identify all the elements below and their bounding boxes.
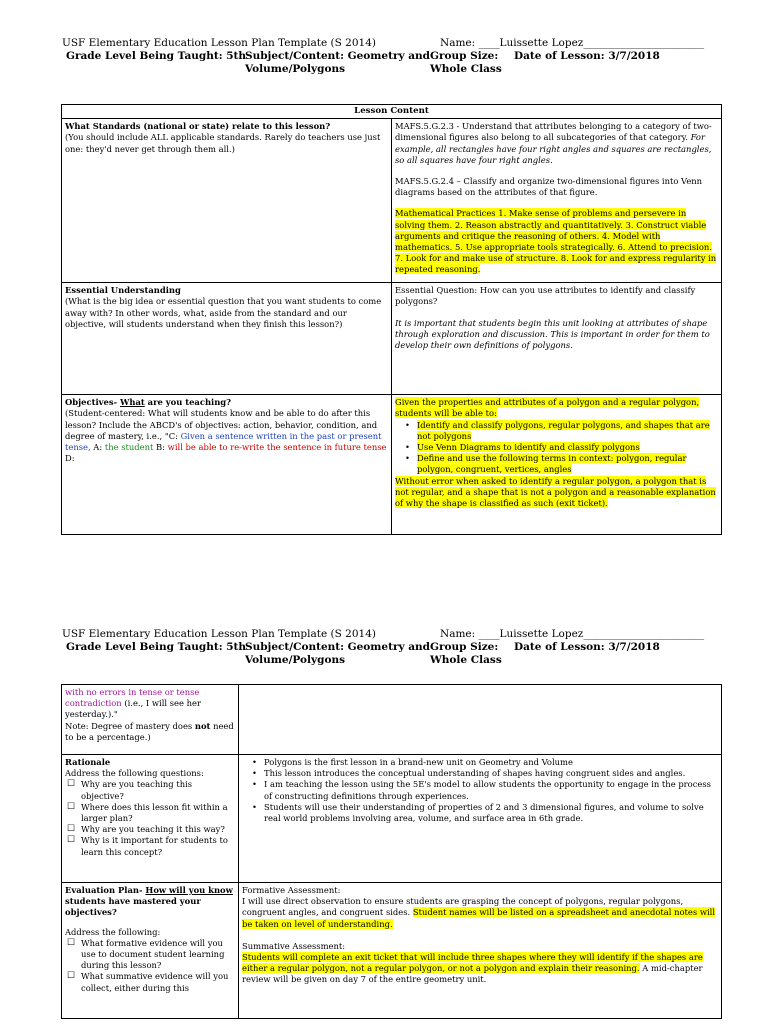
lesson-content-table-continued [61,684,722,1019]
essential-answer: Essential Question: How can you use attributes to identify and classify polygons? It is important that students begin this unit looking at attributes of shape through exploration and discussion. This is important in order for them to develop their own definitions of polygons. [392,283,722,395]
list-item: • Identify and classify polygons, regular polygons, and shapes that are not polygons [417,420,718,442]
lesson-content-table [61,104,722,535]
group-size: Group Size: Whole Class [430,50,502,75]
page-header [62,37,722,76]
list-item: • Polygons is the first lesson in a brand-new unit on Geometry and Volume [264,757,718,768]
essential-question-label: Essential Understanding (What is the big idea or essential question that you want students to come away with? In other words, what, aside from the standard and our objective, will students understand when they finish this lesson?) [62,283,392,395]
objectives-answer-cont [239,685,722,755]
list-item: ☐ Where does this lesson fit within a larger plan? [81,802,235,824]
list-item: • I am teaching the lesson using the 5E's model to allow students the opportunity to engage in the process of constructing definitions through experiences. [264,779,718,801]
objectives-question: Objectives- What are you teaching? (Student-centered: What will students know and be able to do after this lesson? Include the ABCD's of objectives: action, behavior, condition, and degree of mastery, i.e., "C: Given a sentence written in the past or present tense, A: the student B: will be able to re-write the sentence in future tense D: [62,395,392,535]
standards-question: What Standards (national or state) relate to this lesson? (You should include ALL applicable standards. Rarely do teachers use just one: they'd never get through them all.) [62,119,392,283]
table-row-objectives-cont [62,685,722,755]
list-item: ☐ What summative evidence will you collect, either during this [81,971,235,993]
template-title: USF Elementary Education Lesson Plan Template (S 2014) [62,628,376,640]
teacher-name: Name: ____Luissette Lopez_______________________ [440,37,705,49]
math-practices: Mathematical Practices 1. Make sense of problems and persevere in solving them. 2. Reason abstractly and quantitatively. 3. Construct viable arguments and critique the reasoning of others. 4. Model with mathematics. 5. Use appropriate tools strategically. 6. Attend to precision. 7. Look for and make use of structure. 8. Look for and express regularity in repeated reasoning. [395,208,717,275]
list-item: ☐ Why are you teaching it this way? [81,824,235,835]
table-row-objectives [62,395,722,535]
subject-content: Subject/Content: Geometry and Volume/Polygons [245,50,431,75]
table-row-standards [62,119,722,283]
group-size: Group Size: Whole Class [430,641,502,666]
teacher-name: Name: ____Luissette Lopez_______________________ [440,628,705,640]
table-row-essential [62,283,722,395]
list-item: ☐ What formative evidence will you use to document student learning during this lesson? [81,938,235,972]
table-title: Lesson Content [62,105,722,119]
rationale-answer [239,755,722,883]
page-2 [0,600,768,1024]
subject-content: Subject/Content: Geometry and Volume/Polygons [245,641,431,666]
rationale-question: Rationale Address the following questions: ☐ Why are you teaching this objective? ☐ Where does this lesson fit within a larger plan? ☐ Why are you teaching it this way? ☐ Why is it important for students to learn this concept? [62,755,239,883]
table-row-rationale [62,755,722,883]
evaluation-answer: Formative Assessment: I will use direct observation to ensure students are grasping the concept of polygons, regular polygons, congruent angles, and congruent sides. Student names will be listed on a spreadsheet and anecdotal notes will be taken on level of understanding. Summative Assessment: Students will complete an exit ticket that will include three shapes where they will identify if the shapes are either a regular polygon, not a regular polygon, or not a polygon and explain their reasoning. A mid-chapter review will be given on day 7 of the entire geometry unit. [239,883,722,1019]
list-item: • Define and use the following terms in context: polygon, regular polygon, congruent, vertices, angles [417,453,718,475]
list-item: ☐ Why are you teaching this objective? [81,779,235,801]
evaluation-question: Evaluation Plan- How will you know students have mastered your objectives? Address the following: ☐ What formative evidence will you use to document student learning during this lesson? ☐ What summative evidence will you collect, either during this [62,883,239,1019]
objectives-question-cont: with no errors in tense or tense contradiction (i.e., I will see her yesterday.)." Note: Degree of mastery does not need to be a percentage.) [62,685,239,755]
grade-level: Grade Level Being Taught: 5th [66,641,247,653]
lesson-date: Date of Lesson: 3/7/2018 [514,641,660,653]
table-row-evaluation [62,883,722,1019]
page-header [62,628,722,667]
lesson-date: Date of Lesson: 3/7/2018 [514,50,660,62]
list-item: ☐ Why is it important for students to learn this concept? [81,835,235,857]
list-item: • Students will use their understanding of properties of 2 and 3 dimensional figures, and volume to solve real world problems involving area, volume, and surface area in 6th grade. [264,802,718,824]
grade-level: Grade Level Being Taught: 5th [66,50,247,62]
list-item: • Use Venn Diagrams to identify and classify polygons [417,442,718,453]
objectives-answer: Given the properties and attributes of a polygon and a regular polygon, students will be able to: • Identify and classify polygons, regular polygons, and shapes that are not polygons • Use Venn Diagrams to identify and classify polygons • Define and use the following terms in context: polygon, regular polygon, congruent, vertices, angles Without error when asked to identify a regular polygon, a polygon that is not regular, and a shape that is not a polygon and a reasonable explanation of why the shape is classified as such (exit ticket). [392,395,722,535]
standards-answer: MAFS.5.G.2.3 - Understand that attributes belonging to a category of two-dimensional figures also belong to all subcategories of that category. For example, all rectangles have four right angles and squares are rectangles, so all squares have four right angles. MAFS.5.G.2.4 – Classify and organize two-dimensional figures into Venn diagrams based on the attributes of that figure. Mathematical Practices 1. Make sense of problems and persevere in solving them. 2. Reason abstractly and quantitatively. 3. Construct viable arguments and critique the reasoning of others. 4. Model with mathematics. 5. Use appropriate tools strategically. 6. Attend to precision. 7. Look for and make use of structure. 8. Look for and express regularity in repeated reasoning. [392,119,722,283]
list-item: • This lesson introduces the conceptual understanding of shapes having congruent sides and angles. [264,768,718,779]
template-title: USF Elementary Education Lesson Plan Template (S 2014) [62,37,376,49]
page-gap [0,560,768,600]
